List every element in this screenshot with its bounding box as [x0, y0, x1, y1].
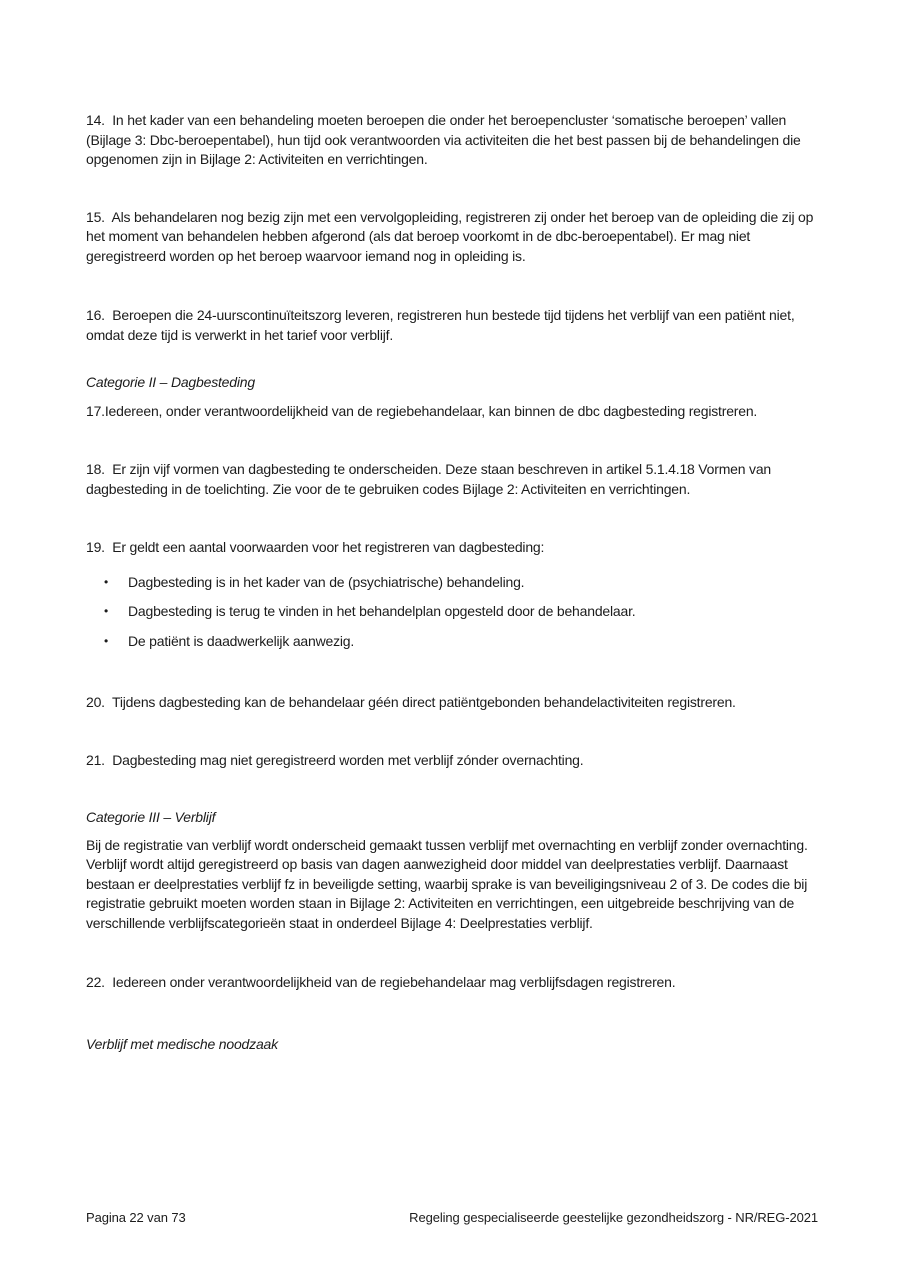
section-heading-categorie-3-verblijf: Categorie III – Verblijf — [86, 809, 216, 825]
paragraph-21: 21. Dagbesteding mag niet geregistreerd worden met verblijf zónder overnachting. — [86, 751, 584, 768]
footer-page-number: Pagina 22 van 73 — [86, 1210, 186, 1225]
conditions-bullet-list — [86, 573, 820, 652]
paragraph-16: 16. Beroepen die 24-uurscontinuïteitszorg leveren, registreren hun bestede tijd tijdens het verblijf van een patiënt niet, omdat deze tijd is verwerkt in het tarief voor verblijf. — [86, 307, 799, 343]
paragraph-15: 15. Als behandelaren nog bezig zijn met een vervolgopleiding, registreren zij onder het beroep van de opleiding die zij op het moment van behandelen hebben afgerond (als dat beroep voorkomt in de dbc-beroepentabel). Er mag niet geregistreerd worden op het beroep waarvoor iemand nog in opleiding is. — [86, 208, 817, 264]
section-heading-categorie-2-dagbesteding: Categorie II – Dagbesteding — [86, 374, 255, 390]
document-content — [86, 111, 820, 1054]
section-heading-verblijf-medische-noodzaak: Verblijf met medische noodzaak — [86, 1035, 278, 1052]
paragraph-22: 22. Iedereen onder verantwoordelijkheid van de regiebehandelaar mag verblijfsdagen registreren. — [86, 974, 676, 990]
paragraph-20: 20. Tijdens dagbesteding kan de behandelaar géén direct patiëntgebonden behandelactiviteiten registreren. — [86, 694, 736, 710]
footer-document-title: Regeling gespecialiseerde geestelijke gezondheidszorg - NR/REG-2021 — [409, 1210, 818, 1225]
bullet-item-behandelplan: • Dagbesteding is terug te vinden in het behandelplan opgesteld door de behandelaar. — [128, 602, 820, 622]
paragraph-18: 18. Er zijn vijf vormen van dagbesteding te onderscheiden. Deze staan beschreven in artikel 5.1.4.18 Vormen van dagbesteding in de toelichting. Zie voor de te gebruiken codes Bijlage 2: Activiteiten en verrichtingen. — [86, 461, 775, 497]
paragraph-14: 14. In het kader van een behandeling moeten beroepen die onder het beroepencluster ‘somatische beroepen’ vallen (Bijlage 3: Dbc-beroepentabel), hun tijd ook verantwoorden via activiteiten die het best passen bij de behandelingen die opgenomen zijn in Bijlage 2: Activiteiten en verrichtingen. — [86, 112, 805, 167]
page-footer — [86, 1209, 818, 1226]
bullet-item-patient-aanwezig: • De patiënt is daadwerkelijk aanwezig. — [128, 632, 820, 652]
bullet-item-psychiatrische-behandeling: • Dagbesteding is in het kader van de (psychiatrische) behandeling. — [128, 573, 820, 593]
paragraph-verblijf-registratie: Bij de registratie van verblijf wordt onderscheid gemaakt tussen verblijf met overnachting en verblijf zonder overnachting. Verblijf wordt altijd geregistreerd op basis van dagen aanwezigheid door middel van deelprestaties verblijf. Daarnaast bestaan er deelprestaties verblijf fz in beveiligde setting, waarbij sprake is van beveiligingsniveau 2 of 3. De codes die bij registratie gebruikt moeten worden staan in Bijlage 2: Activiteiten en verrichtingen, een uitgebreide beschrijving van de verschillende verblijfscategorieën staat in onderdeel Bijlage 4: Deelprestaties verblijf. — [86, 836, 812, 931]
paragraph-17: 17.Iedereen, onder verantwoordelijkheid van de regiebehandelaar, kan binnen de dbc dagbesteding registreren. — [86, 402, 758, 419]
paragraph-19: 19. Er geldt een aantal voorwaarden voor het registreren van dagbesteding: — [86, 539, 545, 555]
